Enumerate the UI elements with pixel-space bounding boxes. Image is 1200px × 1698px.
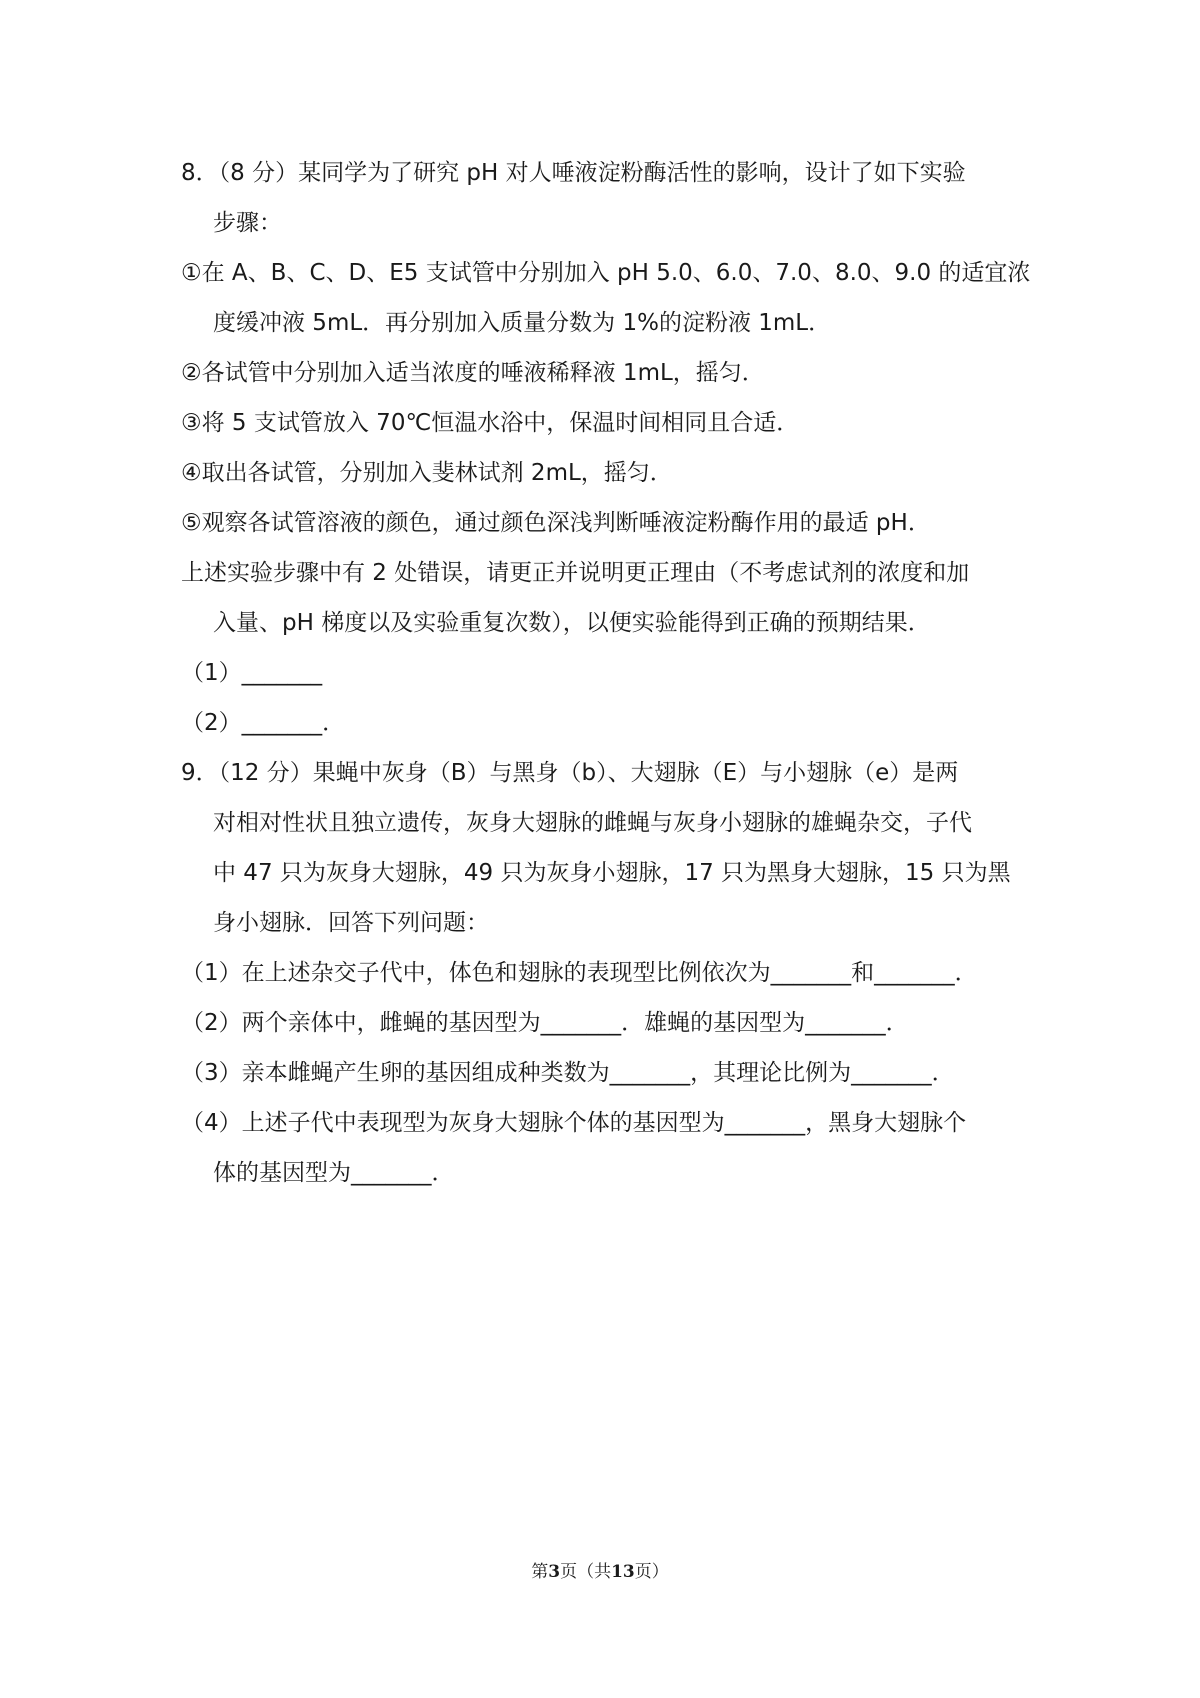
footer-total-pages: 13 bbox=[611, 1562, 635, 1582]
question-9-sub-4: （4）上述子代中表现型为灰身大翅脉个体的基因型为_______，黑身大翅脉个 bbox=[181, 1110, 967, 1136]
question-9-sub-2: （2）两个亲体中，雌蝇的基因型为_______．雄蝇的基因型为_______． bbox=[181, 1010, 909, 1036]
step-2: ②各试管中分别加入适当浓度的唾液稀释液 1mL，摇匀． bbox=[181, 360, 765, 386]
question-8-blank-2: （2）_______． bbox=[181, 710, 346, 736]
question-9-text-4: 身小翅脉．回答下列问题： bbox=[213, 910, 489, 936]
step-1-continued: 度缓冲液 5mL．再分别加入质量分数为 1%的淀粉液 1mL． bbox=[213, 310, 832, 336]
question-8-blank-1: （1）_______ bbox=[181, 660, 323, 686]
step-1: ①在 A、B、C、D、E5 支试管中分别加入 pH 5.0、6.0、7.0、8.0、9.0 的适宜浓 bbox=[181, 260, 1031, 286]
footer-prefix: 第 bbox=[531, 1562, 549, 1582]
question-8-heading: 8．（8 分）某同学为了研究 pH 对人唾液淀粉酶活性的影响，设计了如下实验 bbox=[181, 160, 966, 186]
question-8-text: 步骤： bbox=[213, 210, 282, 236]
question-9-text-2: 对相对性状且独立遗传，灰身大翅脉的雌蝇与灰身小翅脉的雄蝇杂交，子代 bbox=[213, 810, 972, 836]
footer-middle: 页（共 bbox=[560, 1562, 612, 1582]
step-4: ④取出各试管，分别加入斐林试剂 2mL，摇匀． bbox=[181, 460, 673, 486]
question-9-sub-4-continued: 体的基因型为_______． bbox=[213, 1160, 455, 1186]
page-content bbox=[181, 148, 1031, 1198]
footer-suffix: 页） bbox=[634, 1562, 669, 1582]
page-footer bbox=[0, 1560, 1200, 1584]
question-9-heading: 9．（12 分）果蝇中灰身（B）与黑身（b）、大翅脉（E）与小翅脉（e）是两 bbox=[181, 760, 959, 786]
footer-page-number: 3 bbox=[548, 1562, 561, 1582]
question-8-prompt-continued: 入量、pH 梯度以及实验重复次数），以便实验能得到正确的预期结果． bbox=[213, 610, 931, 636]
question-9-sub-1: （1）在上述杂交子代中，体色和翅脉的表现型比例依次为_______和_______． bbox=[181, 960, 978, 986]
question-8-prompt: 上述实验步骤中有 2 处错误，请更正并说明更正理由（不考虑试剂的浓度和加 bbox=[181, 560, 970, 586]
step-5: ⑤观察各试管溶液的颜色，通过颜色深浅判断唾液淀粉酶作用的最适 pH． bbox=[181, 510, 931, 536]
question-9-sub-3: （3）亲本雌蝇产生卵的基因组成种类数为_______，其理论比例为_______． bbox=[181, 1060, 955, 1086]
question-9-text-3: 中 47 只为灰身大翅脉，49 只为灰身小翅脉，17 只为黑身大翅脉，15 只为黑 bbox=[213, 860, 1011, 886]
step-3: ③将 5 支试管放入 70℃恒温水浴中，保温时间相同且合适． bbox=[181, 410, 800, 436]
